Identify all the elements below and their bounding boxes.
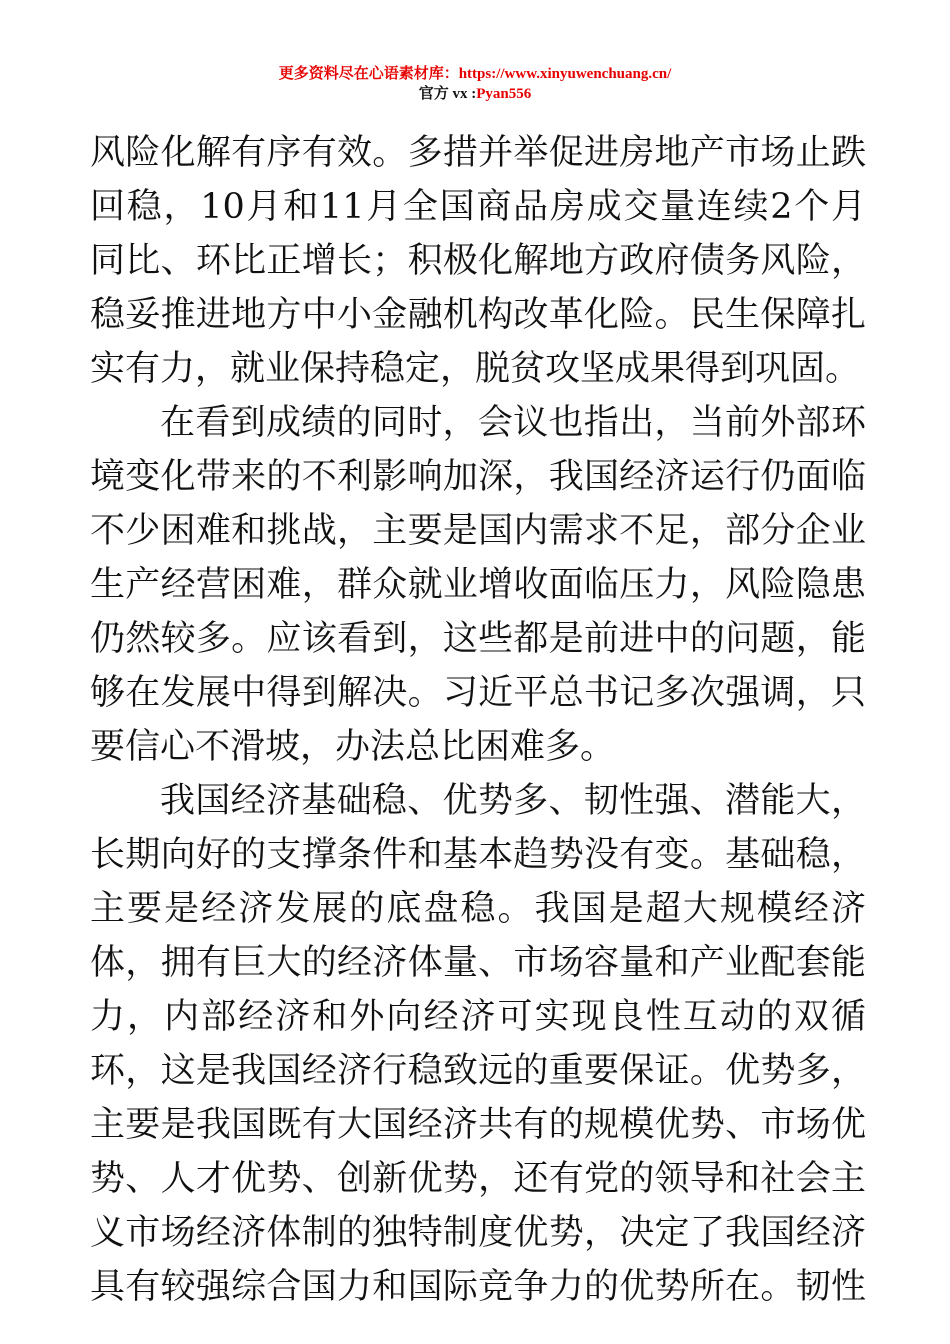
- text-line: 长期向好的支撑条件和基本趋势没有变。基础稳，: [90, 835, 866, 875]
- paragraph-first-line: 在看到成绩的同时，会议也指出，当前外部环: [160, 403, 866, 443]
- text-line: 稳妥推进地方中小金融机构改革化险。民生保障扎: [90, 295, 866, 335]
- text-line: 主要是经济发展的底盘稳。我国是超大规模经济: [90, 889, 866, 929]
- text-line: 同比、环比正增长；积极化解地方政府债务风险，: [90, 241, 866, 281]
- watermark-header: [0, 64, 950, 104]
- text-line: 回稳，10月和11月全国商品房成交量连续2个月: [90, 187, 866, 227]
- text-line: 实有力，就业保持稳定，脱贫攻坚成果得到巩固。: [90, 349, 861, 389]
- document-body: [90, 126, 866, 1314]
- text-line: 仍然较多。应该看到，这些都是前进中的问题，能: [90, 619, 866, 659]
- text-line: 主要是我国既有大国经济共有的规模优势、市场优: [90, 1105, 866, 1145]
- text-line: 要信心不滑坡，办法总比困难多。: [90, 727, 616, 767]
- text-line: 具有较强综合国力和国际竞争力的优势所在。韧性: [90, 1267, 866, 1307]
- text-line: 风险化解有序有效。多措并举促进房地产市场止跌: [90, 133, 866, 173]
- text-line: 体，拥有巨大的经济体量、市场容量和产业配套能: [90, 943, 866, 983]
- text-line: 势、人才优势、创新优势，还有党的领导和社会主: [90, 1159, 866, 1199]
- watermark-label: 更多资料尽在心语素材库：: [278, 66, 459, 82]
- text-line: 不少困难和挑战，主要是国内需求不足，部分企业: [90, 511, 866, 551]
- wechat-label: 官方 vx :: [418, 86, 477, 102]
- watermark-line-2: [0, 84, 950, 104]
- text-line: 境变化带来的不利影响加深，我国经济运行仍面临: [90, 457, 866, 497]
- paragraph-first-line: 我国经济基础稳、优势多、韧性强、潜能大，: [160, 781, 866, 821]
- text-line: 力，内部经济和外向经济可实现良性互动的双循: [90, 997, 866, 1037]
- text-line: 够在发展中得到解决。习近平总书记多次强调，只: [90, 673, 866, 713]
- watermark-url[interactable]: https://www.xinyuwenchuang.cn/: [458, 66, 672, 82]
- text-line: 义市场经济体制的独特制度优势，决定了我国经济: [90, 1213, 866, 1253]
- text-line: 环，这是我国经济行稳致远的重要保证。优势多，: [90, 1051, 866, 1091]
- text-line: 生产经营困难，群众就业增收面临压力，风险隐患: [90, 565, 866, 605]
- wechat-id: Pyan556: [476, 86, 532, 102]
- watermark-line-1: [0, 64, 950, 84]
